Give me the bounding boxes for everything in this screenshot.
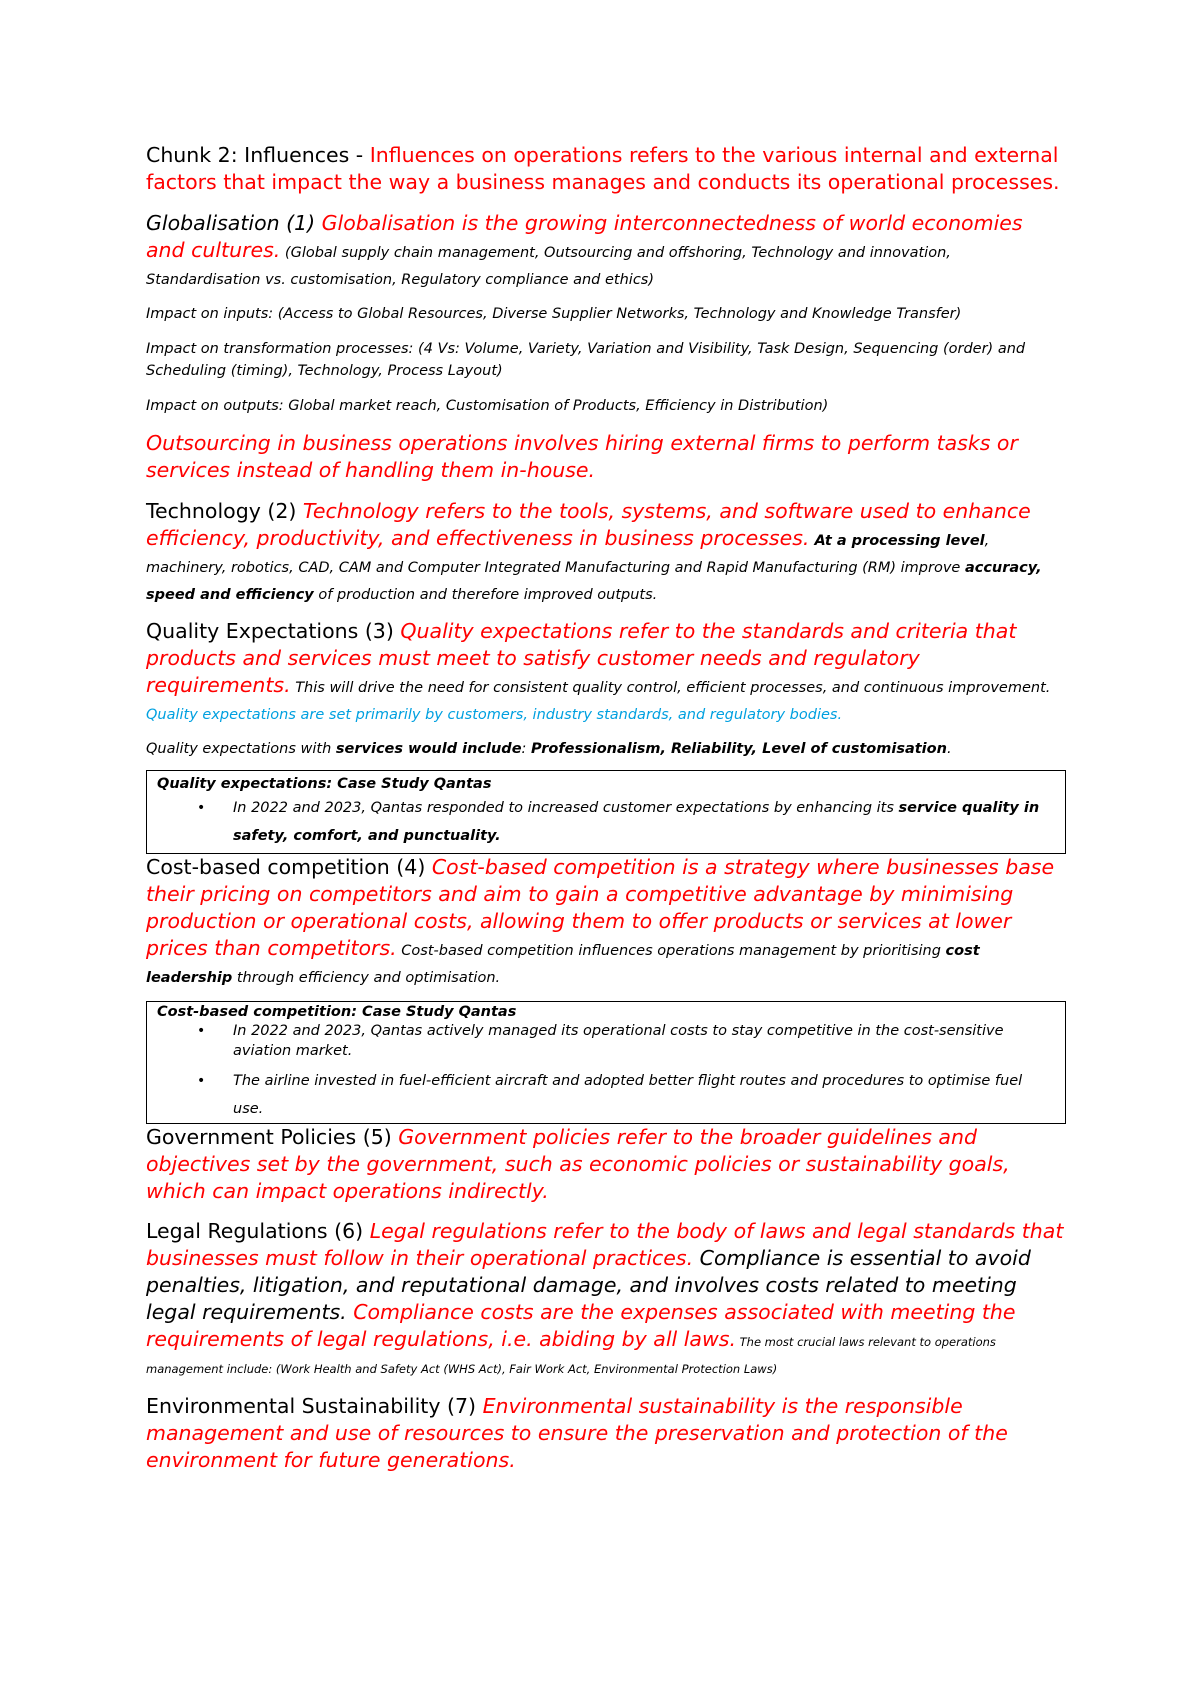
list-item: • The airline invested in fuel-efficient aircraft and adopted better flight routes and procedures to optimise fuel use.	[233, 1067, 1055, 1123]
list-item	[233, 794, 1055, 850]
quality-heading: Quality Expectations (3)	[146, 619, 401, 643]
impact-transformation: Impact on transformation processes: (4 Vs: Volume, Variety, Variation and Visibility, Task Design, Sequencing (order) and Scheduling (timing), Technology, Process Layout)	[146, 341, 1026, 379]
government-heading: Government Policies (5)	[146, 1125, 399, 1149]
environment-definition: Environmental sustainability is the responsible management and use of resources to ensure the preservation and protection of the environment for future generations.	[146, 1394, 1008, 1472]
impact-outputs: Impact on outputs: Global market reach, Customisation of Products, Efficiency in Distribution)	[146, 398, 829, 414]
cost-text-end: through efficiency and optimisation.	[232, 970, 501, 986]
legal-heading: Legal Regulations (6)	[146, 1219, 370, 1243]
cost-definition: Cost-based competition is a strategy where businesses base their pricing on competitors and aim to gain a competitive advantage by minimising production or operational costs, allowing them to offer products or services at lower prices than competitors.	[146, 855, 1055, 960]
technology-heading: Technology (2)	[146, 499, 303, 523]
quality-services-end: .	[946, 741, 952, 757]
environment-heading: Environmental Sustainability (7)	[146, 1394, 483, 1418]
technology-definition: Technology refers to the tools, systems, and software used to enhance efficiency, productivity, and effectiveness in business processes.	[146, 499, 1031, 550]
quality-case-study-box	[146, 770, 1066, 854]
chunk-intro	[146, 142, 1066, 196]
outsourcing-definition: Outsourcing in business operations involves hiring external firms to perform tasks or services instead of handling them in-house.	[146, 431, 1018, 482]
technology-text2: of production and therefore improved outputs.	[313, 587, 658, 603]
impact-inputs: Impact on inputs: (Access to Global Resources, Diverse Supplier Networks, Technology and Knowledge Transfer)	[146, 306, 962, 322]
legal-laws: The most crucial laws relevant to operations management include: (Work Health and Safety Act (WHS Act), Fair Work Act, Environmental Protection Laws)	[146, 1335, 996, 1376]
quality-case-item-text: In 2022 and 2023, Qantas responded to increased customer expectations by enhancing its	[233, 800, 899, 816]
legal-compliance: Compliance is essential to avoid penalties, litigation, and reputational damage, and involves costs related to meeting legal requirements.	[146, 1246, 1031, 1324]
globalisation-paragraph	[146, 210, 1066, 291]
quality-blue-text: Quality expectations are set primarily by customers, industry standards, and regulatory bodies.	[146, 707, 843, 723]
legal-costs-definition: Compliance costs are the expenses associated with meeting the requirements of legal regulations, i.e. abiding by all laws.	[146, 1300, 1016, 1351]
cost-text-bold: cost leadership	[146, 943, 980, 986]
globalisation-detail: (Global supply chain management, Outsourcing and offshoring, Technology and innovation, Standardisation vs. customisation, Regulatory compliance and ethics)	[146, 245, 951, 288]
cost-text-pre: Cost-based competition influences operations management by prioritising	[396, 943, 946, 959]
cost-case-list	[157, 1021, 1055, 1123]
cost-paragraph	[146, 854, 1066, 989]
globalisation-heading: Globalisation (1)	[146, 211, 322, 235]
document-page	[146, 142, 1066, 1486]
cost-heading: Cost-based competition (4)	[146, 855, 432, 879]
list-item: • In 2022 and 2023, Qantas actively managed its operational costs to stay competitive in the cost-sensitive aviation market.	[233, 1021, 1055, 1061]
government-paragraph	[146, 1124, 1066, 1205]
technology-text1: , machinery, robotics, CAD, CAM and Computer Integrated Manufacturing and Rapid Manufacturing (RM) improve	[146, 533, 990, 576]
quality-services-pre: Quality expectations with	[146, 741, 336, 757]
legal-paragraph	[146, 1218, 1066, 1380]
environment-paragraph	[146, 1393, 1066, 1474]
quality-services-list: Professionalism, Reliability, Level of customisation	[531, 741, 947, 757]
legal-definition: Legal regulations refer to the body of laws and legal standards that businesses must follow in their operational practices.	[146, 1219, 1064, 1270]
government-definition: Government policies refer to the broader guidelines and objectives set by the government, such as economic policies or sustainability goals, which can impact operations indirectly.	[146, 1125, 1010, 1203]
technology-bold1: At a processing level	[809, 533, 985, 549]
quality-case-list	[157, 794, 1055, 850]
cost-case-title: Cost-based competition: Case Study Qantas	[157, 1004, 517, 1020]
quality-paragraph	[146, 618, 1066, 726]
quality-text: This will drive the need for consistent quality control, efficient processes, and continuous improvement.	[290, 680, 1051, 696]
globalisation-definition: Globalisation is the growing interconnectedness of world economies and cultures.	[146, 211, 1023, 262]
technology-bold2: accuracy, speed and efficiency	[146, 560, 1042, 603]
quality-definition: Quality expectations refer to the standards and criteria that products and services must meet to satisfy customer needs and regulatory requirements.	[146, 619, 1017, 697]
chunk-title: Chunk 2: Influences -	[146, 143, 370, 167]
quality-services-mid: :	[521, 741, 532, 757]
technology-paragraph	[146, 498, 1066, 606]
quality-services	[146, 738, 1066, 760]
quality-case-item-bold: service quality in safety, comfort, and punctuality.	[233, 800, 1040, 844]
quality-case-title: Quality expectations: Case Study Qantas	[157, 776, 492, 792]
quality-services-bold: services would include	[335, 741, 522, 757]
chunk-definition: Influences on operations refers to the various internal and external factors that impact the way a business manages and conducts its operational processes.	[146, 143, 1060, 194]
cost-case-study-box	[146, 1001, 1066, 1124]
